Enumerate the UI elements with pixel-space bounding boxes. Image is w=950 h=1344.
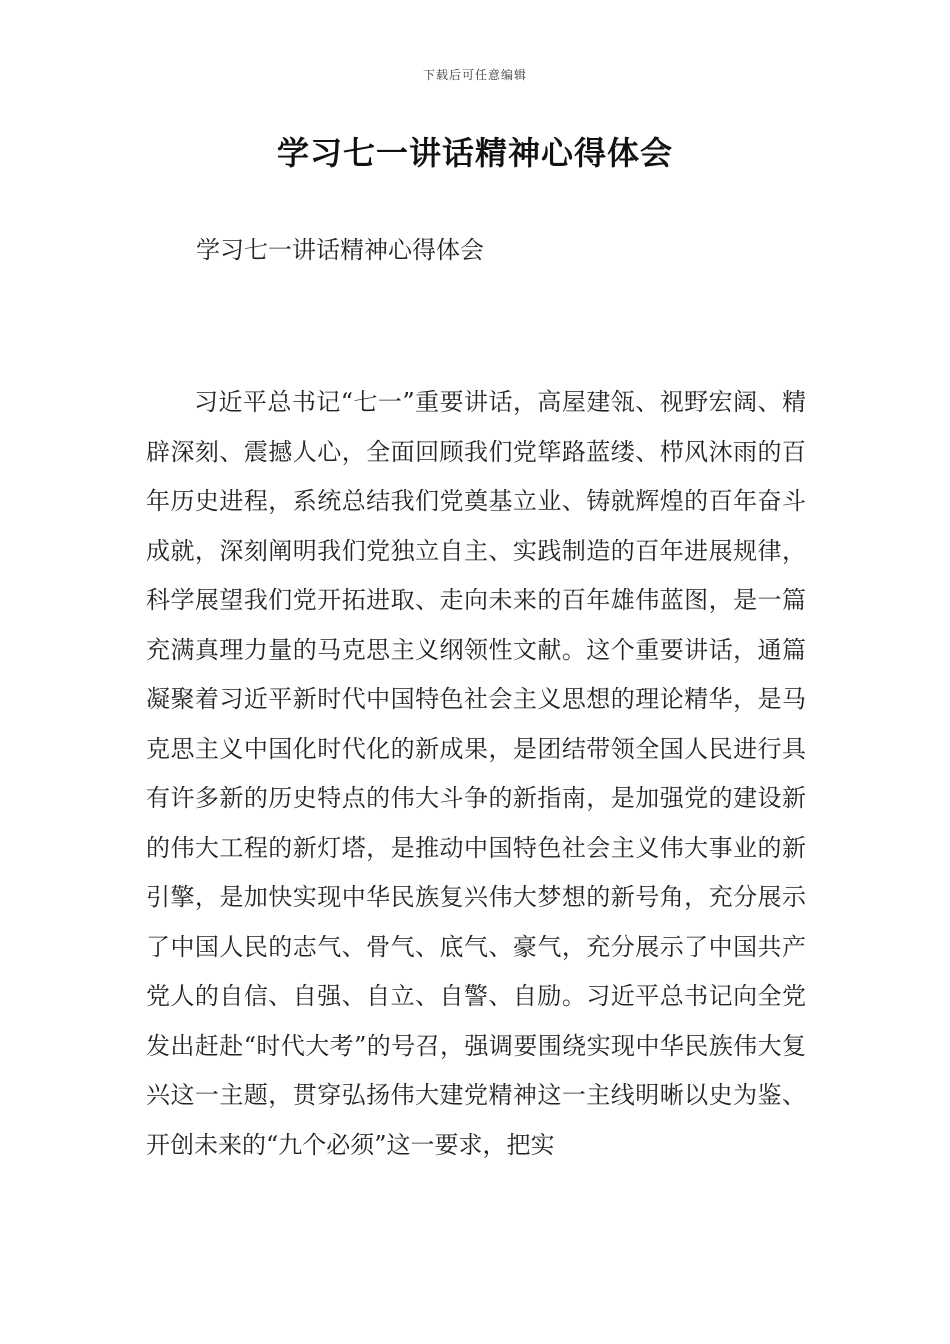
document-subtitle: 学习七一讲话精神心得体会 [196,236,484,264]
header-note: 下载后可任意编辑 [422,68,527,82]
body-paragraph: 习近平总书记“七一”重要讲话，高屋建瓴、视野宏阔、精辟深刻、震撼人心，全面回顾我们党筚路蓝缕、栉风沐雨的百年历史进程，系统总结我们党奠基立业、铸就辉煌的百年奋斗成就，深刻阐明我们党独立自主、实践制造的百年进展规律，科学展望我们党开拓进取、走向未来的百年雄伟蓝图，是一篇充满真理力量的马克思主义纲领性文献。这个重要讲话，通篇凝聚着习近平新时代中国特色社会主义思想的理论精华，是马克思主义中国化时代化的新成果，是团结带领全国人民进行具有许多新的历史特点的伟大斗争的新指南，是加强党的建设新的伟大工程的新灯塔，是推动中国特色社会主义伟大事业的新引擎，是加快实现中华民族复兴伟大梦想的新号角，充分展示了中国人民的志气、骨气、底气、豪气，充分展示了中国共产党人的自信、自强、自立、自警、自励。习近平总书记向全党发出赶赴“时代大考”的号召，强调要围绕实现中华民族伟大复兴这一主题，贯穿弘扬伟大建党精神这一主线明晰以史为鉴、开创未来的“九个必须”这一要求，把实 [146,388,806,1159]
document-title: 学习七一讲话精神心得体会 [276,134,673,172]
